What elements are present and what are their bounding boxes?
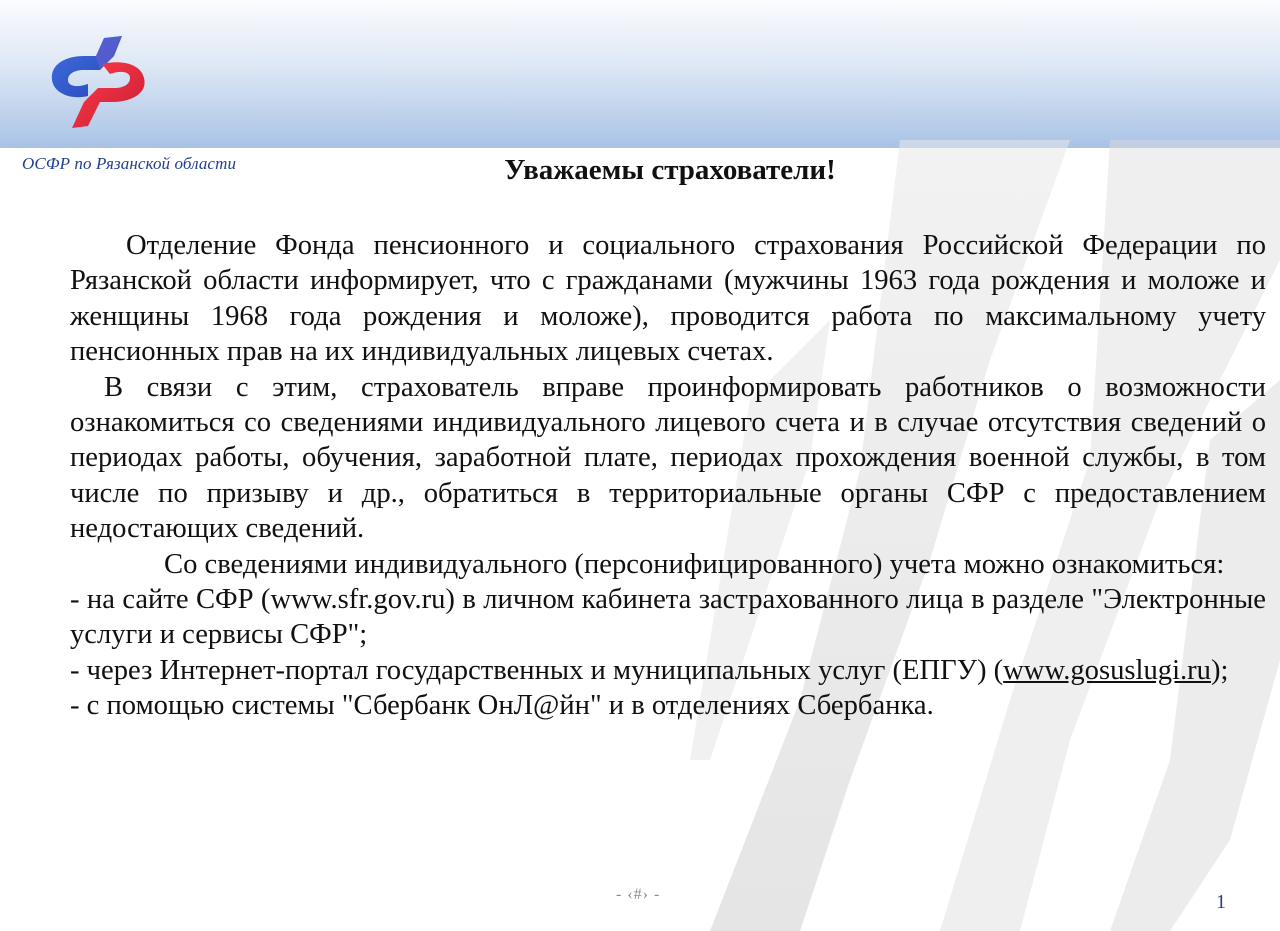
- list-item-sberbank: - с помощью системы "Сбербанк ОнЛ@йн" и в отделениях Сбербанка.: [70, 690, 934, 722]
- list-item-gosuslugi: [70, 653, 1266, 688]
- footer-slide-number-placeholder: - ‹#› -: [616, 886, 661, 903]
- header-band: [0, 0, 1280, 148]
- list-item-gosuslugi-suffix: );: [1210, 654, 1229, 686]
- list-item-gosuslugi-prefix: - через Интернет-портал государственных и муниципальных услуг (ЕПГУ) (: [70, 654, 1004, 686]
- paragraph-intro: Отделение Фонда пенсионного и социального страхования Российской Федерации по Рязанской области информирует, что с гражданами (мужчины 1963 года рождения и моложе и женщины 1968 года рождения и моложе), проводится работа по максимальному учету пенсионных прав на их индивидуальных лицевых счетах.: [70, 230, 1266, 368]
- list-item-sfr-site: - на сайте СФР (www.sfr.gov.ru) в личном кабинета застрахованного лица в разделе "Электронные услуги и сервисы СФР";: [70, 584, 1266, 651]
- paragraph-ways: Со сведениями индивидуального (персонифицированного) учета можно ознакомиться:: [164, 548, 1225, 580]
- page-number: 1: [1216, 891, 1226, 913]
- document-title: Уважаемы страхователи!: [504, 154, 836, 186]
- document-body: [70, 228, 1266, 724]
- gosuslugi-link[interactable]: www.gosuslugi.ru: [1003, 654, 1211, 686]
- org-name: ОСФР по Рязанской области: [22, 154, 237, 173]
- sfr-logo-icon: [44, 30, 156, 134]
- paragraph-employer: В связи с этим, страхователь вправе проинформировать работников о возможности ознакомиться со сведениями индивидуального лицевого счета и в случае отсутствия сведений о периодах работы, обучения, заработной плате, периодах прохождения военной службы, в том числе по призыву и др., обратиться в территориальные органы СФР с предоставлением недостающих сведений.: [70, 371, 1266, 545]
